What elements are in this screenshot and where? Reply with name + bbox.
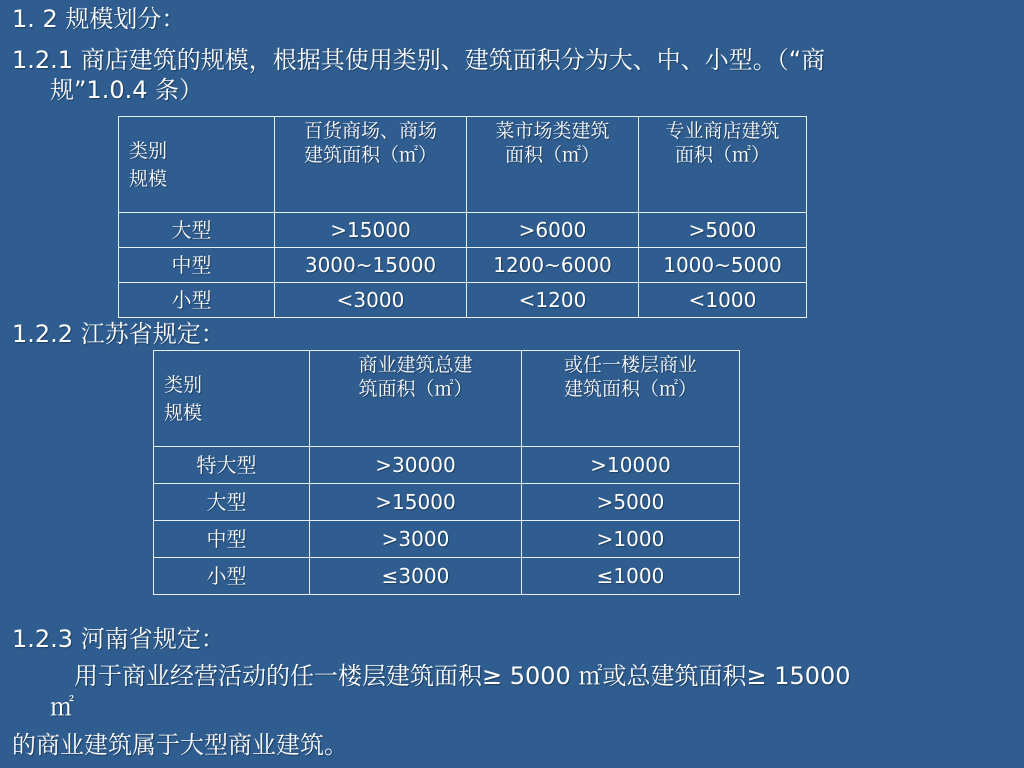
table2-corner-cell	[154, 351, 310, 447]
table-cell: <1000	[639, 283, 807, 318]
table1-corner-cell	[119, 117, 275, 213]
table1-corner-bottom: 规模	[129, 167, 168, 190]
table1-row-label: 大型	[119, 213, 275, 248]
jiangsu-scale-table	[153, 350, 740, 595]
table-cell: <3000	[275, 283, 467, 318]
table-cell: >5000	[522, 484, 740, 521]
table-cell: >6000	[467, 213, 639, 248]
table-cell: >3000	[310, 521, 522, 558]
table2-header-col1: 商业建筑总建 筑面积（㎡）	[310, 351, 522, 447]
table-cell: 3000~15000	[275, 248, 467, 283]
table-row	[154, 484, 740, 521]
table1-header-col3: 专业商店建筑 面积（㎡）	[639, 117, 807, 213]
table2-row-label: 中型	[154, 521, 310, 558]
shop-building-scale-table	[118, 116, 807, 318]
table-cell: >5000	[639, 213, 807, 248]
table-cell: ≤1000	[522, 558, 740, 595]
section-heading: 1. 2 规模划分：	[12, 5, 186, 33]
table-row	[119, 283, 807, 318]
table2-row-label: 特大型	[154, 447, 310, 484]
table1-row-label: 小型	[119, 283, 275, 318]
table-row	[154, 558, 740, 595]
table-cell: <1200	[467, 283, 639, 318]
section-1-2-3-title: 1.2.3 河南省规定：	[12, 625, 225, 653]
section-1-2-1-text-line1: 1.2.1 商店建筑的规模，根据其使用类别、建筑面积分为大、中、小型。（“商	[12, 46, 826, 74]
section-1-2-3-text-line2: ㎡	[50, 693, 74, 721]
table-cell: ≤3000	[310, 558, 522, 595]
table1-header-col1: 百货商场、商场 建筑面积（㎡）	[275, 117, 467, 213]
table-cell: >1000	[522, 521, 740, 558]
table2-corner-bottom: 规模	[164, 401, 203, 424]
table-cell: >30000	[310, 447, 522, 484]
table-row	[119, 213, 807, 248]
section-1-2-1-text-line2: 规”1.0.4 条）	[50, 76, 204, 104]
table2-header-col2: 或任一楼层商业 建筑面积（㎡）	[522, 351, 740, 447]
table1-row-label: 中型	[119, 248, 275, 283]
table-row	[119, 248, 807, 283]
table2-corner-top: 类别	[164, 373, 203, 396]
table-cell: >15000	[275, 213, 467, 248]
table-cell: 1000~5000	[639, 248, 807, 283]
table-cell: 1200~6000	[467, 248, 639, 283]
section-1-2-2-title: 1.2.2 江苏省规定：	[12, 320, 225, 348]
section-1-2-3-text-line1: 用于商业经营活动的任一楼层建筑面积≥ 5000 ㎡或总建筑面积≥ 15000	[74, 662, 851, 690]
section-1-2-3-text-line3: 的商业建筑属于大型商业建筑。	[12, 731, 348, 759]
table2-row-label: 小型	[154, 558, 310, 595]
table1-header-col2: 菜市场类建筑 面积（㎡）	[467, 117, 639, 213]
table-cell: >15000	[310, 484, 522, 521]
table-row	[154, 447, 740, 484]
table-cell: >10000	[522, 447, 740, 484]
table2-row-label: 大型	[154, 484, 310, 521]
table-row	[154, 521, 740, 558]
table1-corner-top: 类别	[129, 139, 168, 162]
